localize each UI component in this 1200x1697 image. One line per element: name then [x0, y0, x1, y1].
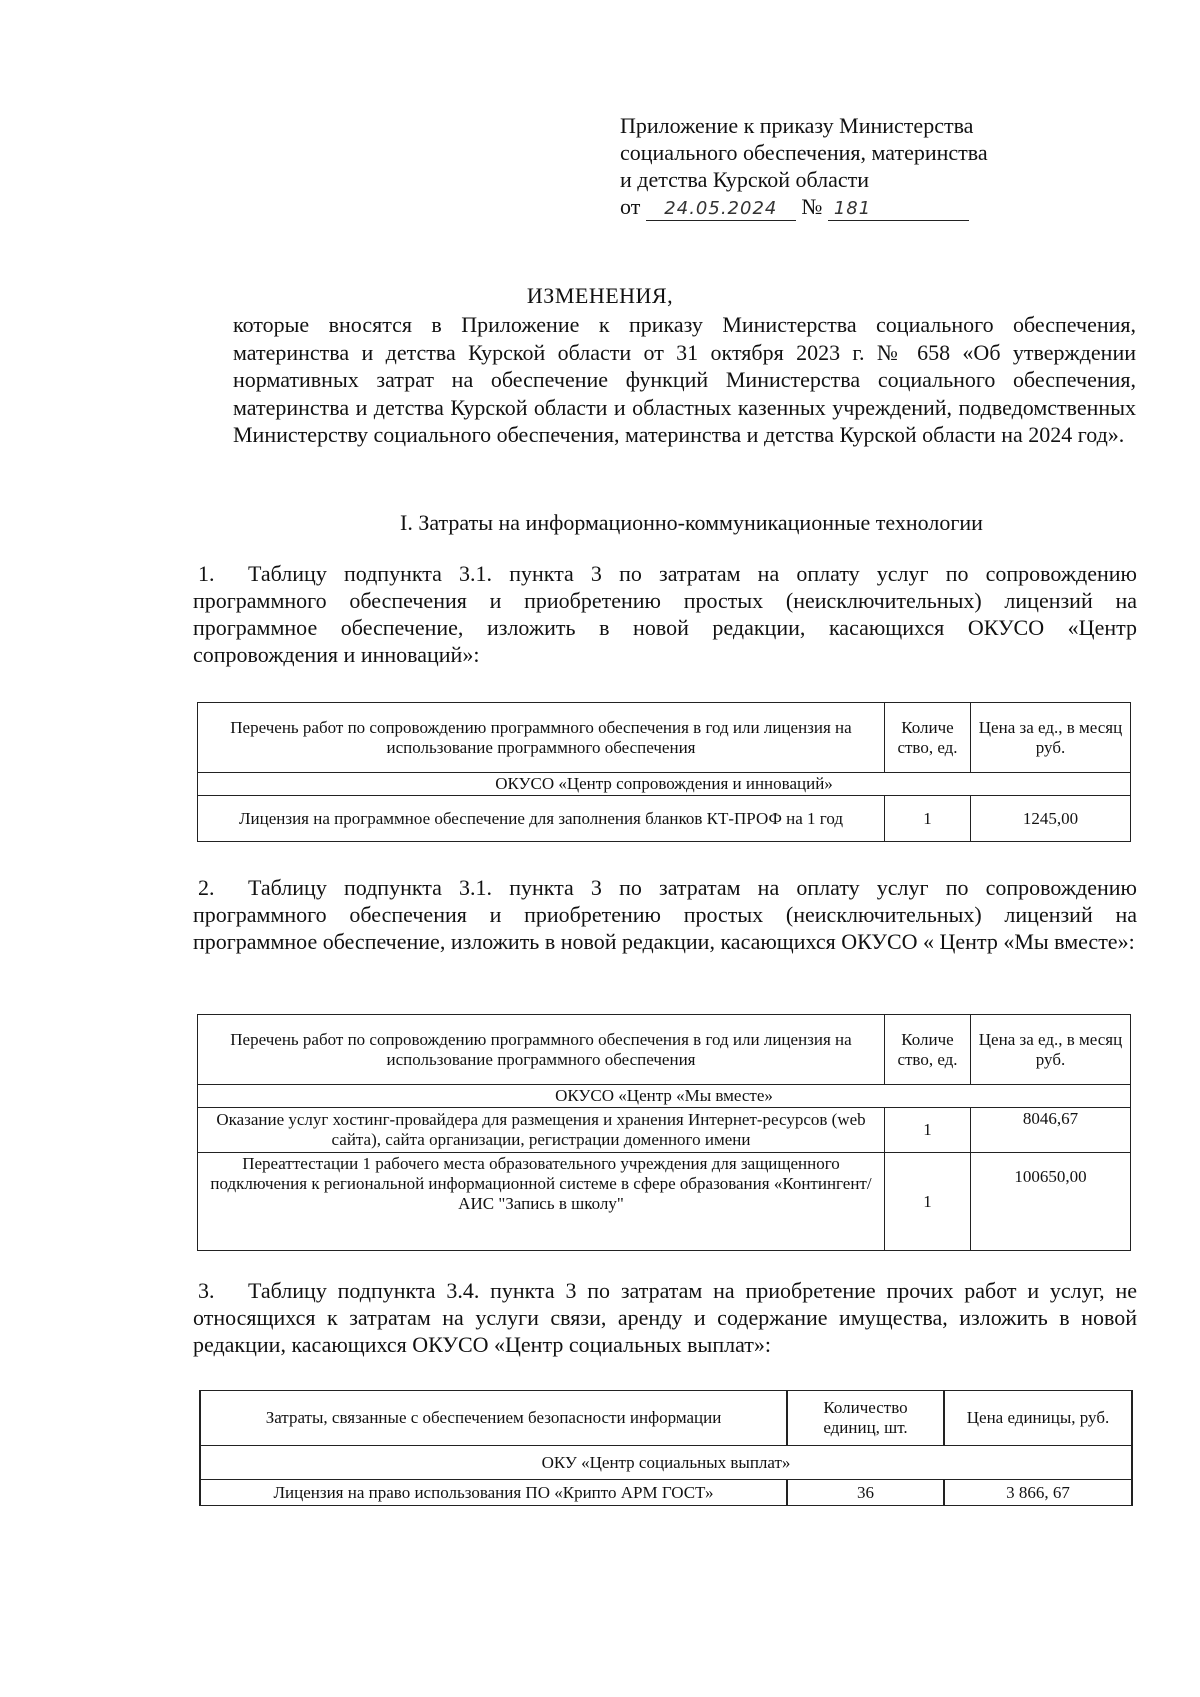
- table-header: Цена за ед., в месяц руб.: [971, 703, 1131, 773]
- table-header: Перечень работ по сопровождению программного обеспечения в год или лицензия на использование программного обеспечения: [198, 703, 885, 773]
- approval-line: и детства Курской области: [620, 167, 870, 192]
- table-row: [198, 796, 1131, 842]
- handwritten-number: 181: [828, 198, 969, 221]
- table-cell: 100650,00: [971, 1153, 1131, 1251]
- document-intro: которые вносятся в Приложение к приказу Министерства социального обеспечения, материнства и детства Курской области от 31 октября 2023 г. № 658 «Об утверждении нормативных затрат на обеспечение функций Министерства социального обеспечения, материнства и детства Курской области и областных казенных учреждений, подведомственных Министерству социального обеспечения, материнства и детства Курской области на 2024 год».: [233, 312, 1136, 447]
- date-prefix: от: [620, 194, 641, 219]
- table-cell: Лицензия на право использования ПО «Крипто АРМ ГОСТ»: [200, 1480, 787, 1506]
- table-header: Количе ство, ед.: [885, 1015, 971, 1085]
- document-title: ИЗМЕНЕНИЯ,: [526, 283, 674, 308]
- table-cell: 1: [885, 796, 971, 842]
- table-header: Количество единиц, шт.: [787, 1391, 944, 1446]
- paragraph-3: [193, 1277, 1137, 1358]
- table-row: [200, 1480, 1132, 1506]
- table-cell: 1: [885, 1153, 971, 1251]
- handwritten-date: 24.05.2024: [646, 198, 796, 221]
- table-header: Цена за ед., в месяц руб.: [971, 1015, 1131, 1085]
- table-cell: Оказание услуг хостинг-провайдера для размещения и хранения Интернет-ресурсов (web сайта), сайта организации, регистрации доменного имени: [198, 1108, 885, 1153]
- approval-block: [620, 112, 1040, 221]
- paragraph-number: 1.: [198, 561, 215, 586]
- table-cell: 1245,00: [971, 796, 1131, 842]
- table-group-row: ОКУ «Центр социальных выплат»: [200, 1446, 1132, 1480]
- table-group-row: ОКУСО «Центр «Мы вместе»: [198, 1085, 1131, 1108]
- approval-line: Приложение к приказу Министерства: [620, 113, 974, 138]
- paragraph-text: Таблицу подпункта 3.1. пункта 3 по затратам на оплату услуг по сопровождению программного обеспечения и приобретению простых (неисключительных) лицензий на программное обеспечение, изложить в новой редакции, касающихся ОКУСО «Центр сопровождения и инноваций»:: [193, 561, 1137, 667]
- paragraph-number: 3.: [198, 1278, 215, 1303]
- paragraph-number: 2.: [198, 875, 215, 900]
- paragraph-2: [193, 874, 1137, 955]
- table-cell: 36: [787, 1480, 944, 1506]
- table-cell: Лицензия на программное обеспечение для заполнения бланков КТ-ПРОФ на 1 год: [198, 796, 885, 842]
- table-3: [199, 1390, 1133, 1506]
- paragraph-text: Таблицу подпункта 3.4. пункта 3 по затратам на приобретение прочих работ и услуг, не относящихся к затратам на услуги связи, аренду и содержание имущества, изложить в новой редакции, касающихся ОКУСО «Центр социальных выплат»:: [193, 1278, 1137, 1357]
- table-1: [197, 702, 1131, 842]
- table-group-row: ОКУСО «Центр сопровождения и инноваций»: [198, 773, 1131, 796]
- table-header: Затраты, связанные с обеспечением безопасности информации: [200, 1391, 787, 1446]
- paragraph-1: [193, 560, 1137, 668]
- table-2: [197, 1014, 1131, 1251]
- paragraph-text: Таблицу подпункта 3.1. пункта 3 по затратам на оплату услуг по сопровождению программного обеспечения и приобретению простых (неисключительных) лицензий на программное обеспечение, изложить в новой редакции, касающихся ОКУСО « Центр «Мы вместе»:: [193, 875, 1137, 954]
- approval-date-line: [620, 193, 1040, 221]
- table-row: [198, 1153, 1131, 1251]
- table-header: Количе ство, ед.: [885, 703, 971, 773]
- table-row: [198, 1108, 1131, 1153]
- section-heading: I. Затраты на информационно-коммуникационные технологии: [400, 510, 983, 535]
- table-header: Перечень работ по сопровождению программного обеспечения в год или лицензия на использование программного обеспечения: [198, 1015, 885, 1085]
- table-cell: 1: [885, 1108, 971, 1153]
- approval-line: социального обеспечения, материнства: [620, 140, 988, 165]
- number-prefix: №: [801, 194, 823, 219]
- table-cell: 3 866, 67: [944, 1480, 1132, 1506]
- table-cell: Переаттестации 1 рабочего места образовательного учреждения для защищенного подключения к региональной информационной системе в сфере образования «Контингент/АИС "Запись в школу": [198, 1153, 885, 1251]
- table-header: Цена единицы, руб.: [944, 1391, 1132, 1446]
- table-cell: 8046,67: [971, 1108, 1131, 1153]
